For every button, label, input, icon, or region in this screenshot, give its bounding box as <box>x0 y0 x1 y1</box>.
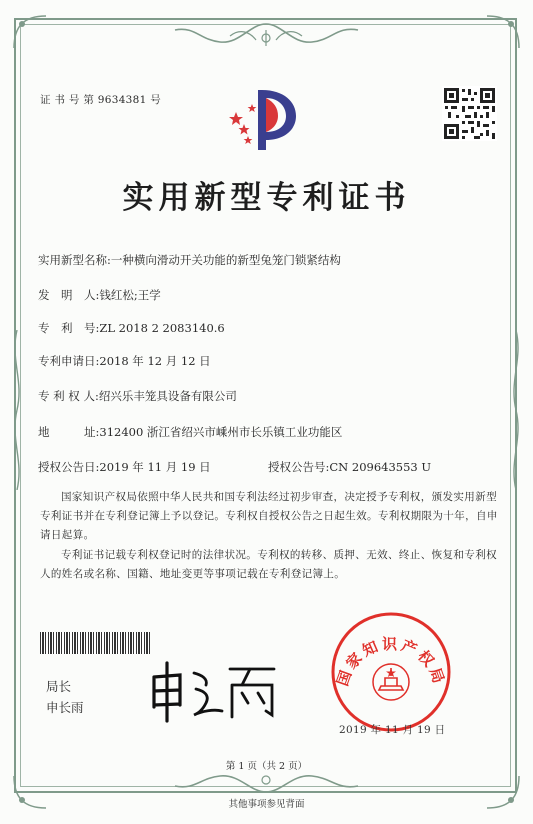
grant-pub-date-value: 2019 年 11 月 19 日 <box>99 460 211 474</box>
filing-date-value: 2018 年 12 月 12 日 <box>99 354 211 368</box>
qr-code-icon <box>442 86 497 141</box>
svg-text:国家知识产权局 <box>333 635 448 688</box>
grant-pub-number-label: 授权公告号: <box>268 460 330 474</box>
body-paragraph-1: 国家知识产权局依照中华人民共和国专利法经过初步审查，决定授予专利权，颁发实用新型专利证书并在专利登记簿上予以登记。专利权自授权公告之日起生效。专利权期限为十年，自申请日起算。 <box>40 491 498 541</box>
utility-model-name-value: 一种横向滑动开关功能的新型兔笼门锁紧结构 <box>110 253 341 267</box>
back-note: 其他事项参见背面 <box>228 799 305 810</box>
left-ornament <box>8 330 26 490</box>
top-ornament <box>170 20 363 50</box>
patentee-label: 专 利 权 人: <box>38 389 99 403</box>
barcode <box>40 632 150 654</box>
handwritten-signature <box>142 655 282 725</box>
patent-number-value: ZL 2018 2 2083140.6 <box>99 321 225 335</box>
patent-number-label: 专 利 号: <box>38 321 100 335</box>
right-ornament <box>507 330 525 490</box>
cert-number-label: 证 书 号 第 <box>40 94 95 106</box>
grant-pub-number-value: CN 209643553 U <box>329 460 432 474</box>
patentee-value: 绍兴乐丰笼具设备有限公司 <box>98 389 237 403</box>
page-indicator: 第 1 页（共 2 页） <box>225 761 308 772</box>
cert-number <box>40 92 161 107</box>
certificate-title: 实用新型专利证书 <box>122 180 411 216</box>
cert-number-suffix: 号 <box>150 94 162 106</box>
body-paragraph-2: 专利证书记载专利权登记时的法律状况。专利权的转移、质押、无效、终止、恢复和专利权人的姓名或名称、国籍、地址变更等事项记载在专利登记簿上。 <box>40 549 497 580</box>
corner-ornament-tr <box>483 12 523 52</box>
filing-date-label: 专利申请日: <box>38 354 100 368</box>
director-title: 局长 <box>46 679 72 694</box>
official-seal <box>329 610 453 734</box>
inventor-label: 发 明 人: <box>38 288 100 302</box>
address-value: 312400 浙江省绍兴市嵊州市长乐镇工业功能区 <box>99 425 343 439</box>
director-name: 申长雨 <box>46 700 84 715</box>
seal-text: 国家知识产权局 <box>333 635 449 689</box>
utility-model-name-label: 实用新型名称: <box>38 253 111 267</box>
address-label: 地 址: <box>38 425 100 439</box>
inventor-row <box>38 287 161 303</box>
utility-model-name-row <box>38 252 341 268</box>
grant-pub-date-row <box>38 459 211 475</box>
cert-number-value: 9634381 <box>97 94 147 106</box>
cnipa-logo-icon <box>222 84 302 156</box>
grant-pub-date-label: 授权公告日: <box>38 460 100 474</box>
patentee-row <box>38 388 237 404</box>
bottom-ornament <box>170 770 363 796</box>
seal-date: 2019 年 11 月 19 日 <box>339 724 446 736</box>
filing-date-row <box>38 353 211 369</box>
address-row <box>38 424 342 440</box>
patent-number-row <box>38 320 225 336</box>
grant-pub-number-row <box>268 459 431 475</box>
inventor-value: 钱红松;王学 <box>99 288 161 302</box>
corner-ornament-tl <box>10 12 50 52</box>
